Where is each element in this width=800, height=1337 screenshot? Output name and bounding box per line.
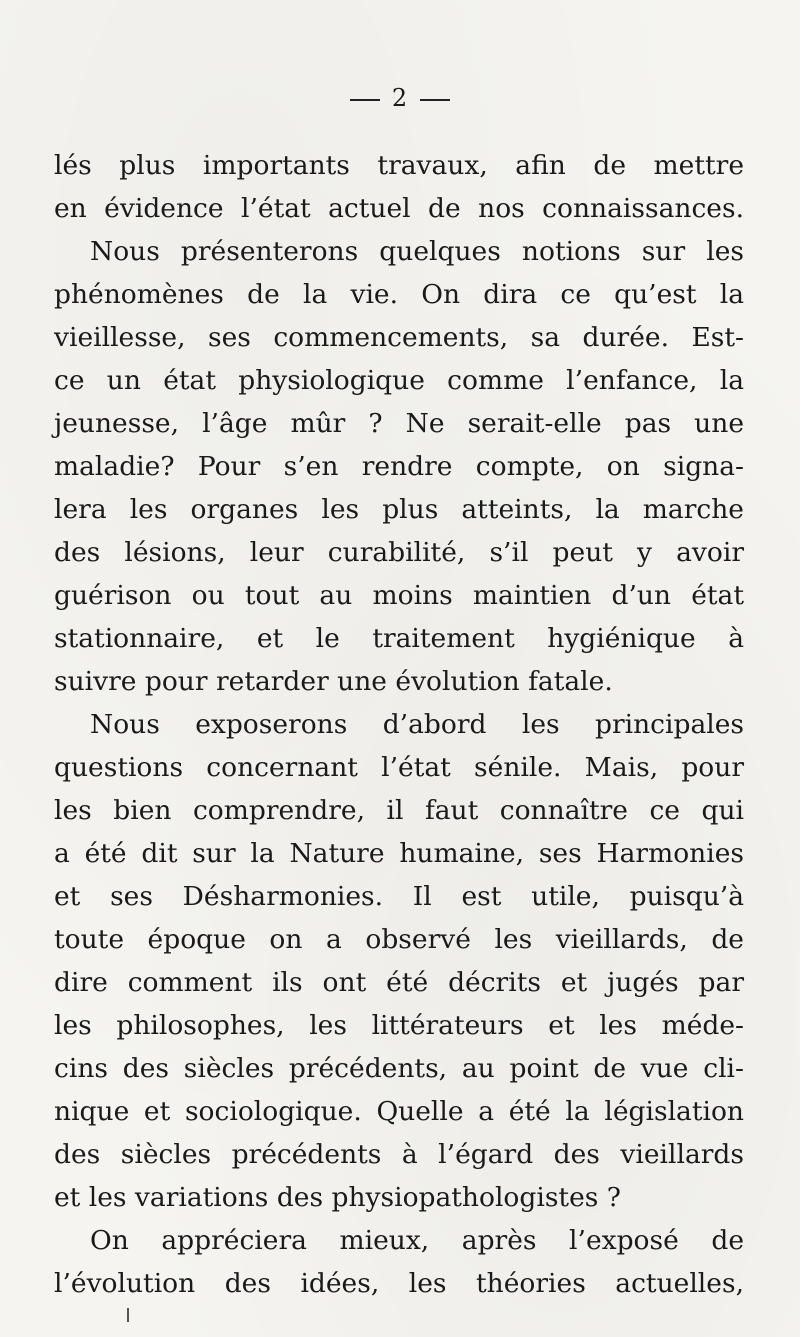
text-line: des siècles précédents à l’égard des vieillards [54, 1139, 744, 1170]
text-line: et les variations des physiopathologistes ? [54, 1182, 621, 1213]
text-line: les philosophes, les littérateurs et les méde- [54, 1010, 744, 1041]
body-text [54, 144, 744, 1305]
text-line: guérison ou tout au moins maintien d’un état [54, 580, 744, 611]
text-line: lés plus importants travaux, afin de mettre [54, 150, 744, 181]
text-line: a été dit sur la Nature humaine, ses Harmonies [54, 838, 744, 869]
text-line: ce un état physiologique comme l’enfance, la [54, 365, 744, 396]
text-line: vieillesse, ses commencements, sa durée. Est- [54, 322, 744, 353]
text-line: les bien comprendre, il faut connaître ce qui [54, 795, 744, 826]
text-line: On appréciera mieux, après l’exposé de [90, 1225, 744, 1256]
text-line: jeunesse, l’âge mûr ? Ne serait-elle pas une [54, 408, 744, 439]
text-line: lera les organes les plus atteints, la marche [54, 494, 744, 525]
page-number: 2 [391, 84, 409, 112]
text-line: nique et sociologique. Quelle a été la législation [54, 1096, 744, 1127]
text-line: suivre pour retarder une évolution fatale. [54, 666, 613, 697]
page-header [0, 84, 800, 112]
header-dash-right [420, 99, 450, 101]
text-line: stationnaire, et le traitement hygiénique à [54, 623, 744, 654]
text-line: cins des siècles précédents, au point de vue cli- [54, 1053, 744, 1084]
text-line: l’évolution des idées, les théories actuelles, [54, 1268, 744, 1299]
text-line: dire comment ils ont été décrits et jugés par [54, 967, 744, 998]
header-dash-left [350, 99, 380, 101]
print-mark [127, 1308, 129, 1322]
text-line: questions concernant l’état sénile. Mais, pour [54, 752, 744, 783]
text-line: en évidence l’état actuel de nos connaissances. [54, 193, 744, 224]
text-line: toute époque on a observé les vieillards, de [54, 924, 744, 955]
text-line: et ses Désharmonies. Il est utile, puisqu’à [54, 881, 744, 912]
text-line: Nous présenterons quelques notions sur les [90, 236, 744, 267]
text-line: phénomènes de la vie. On dira ce qu’est la [54, 279, 744, 310]
text-line: des lésions, leur curabilité, s’il peut y avoir [54, 537, 744, 568]
text-line: maladie? Pour s’en rendre compte, on signa- [54, 451, 744, 482]
text-line: Nous exposerons d’abord les principales [90, 709, 744, 740]
